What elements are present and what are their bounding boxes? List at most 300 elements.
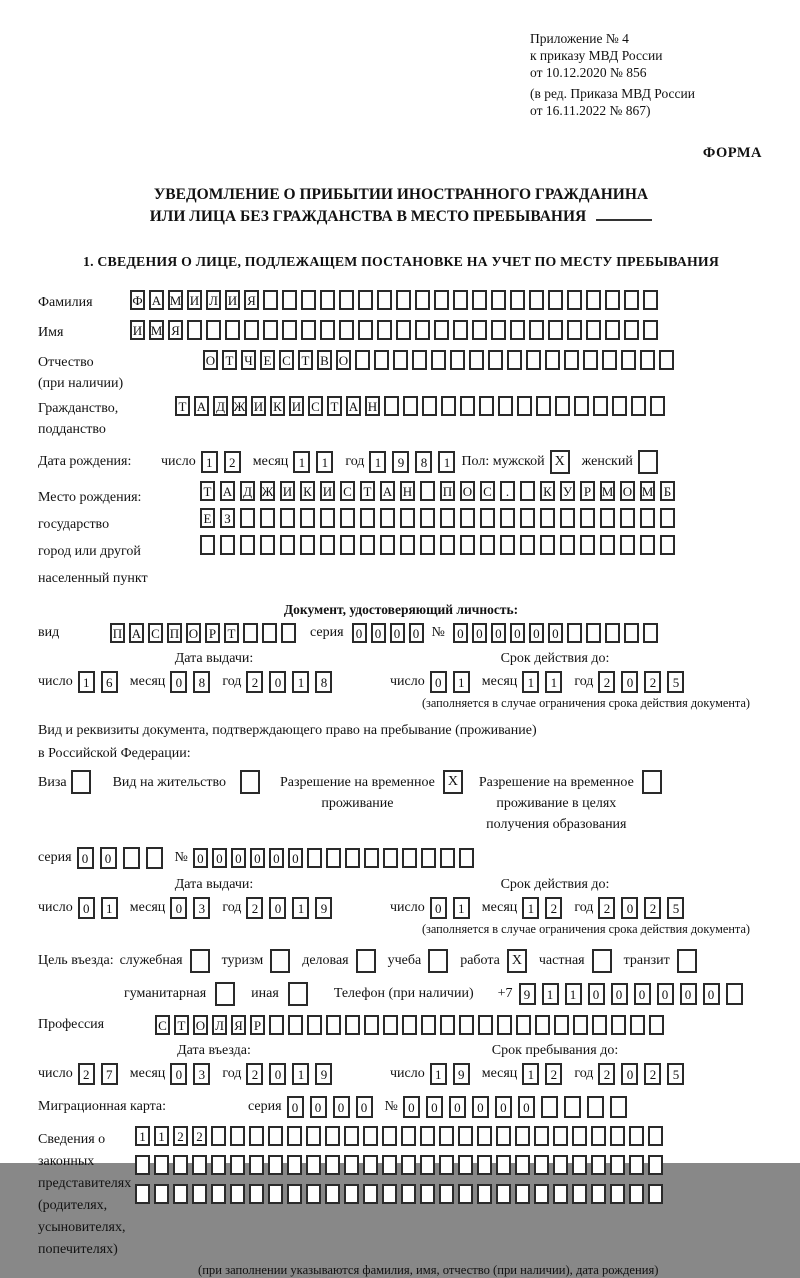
char-cell[interactable]: 1 bbox=[154, 1126, 169, 1146]
char-cell[interactable] bbox=[534, 1184, 549, 1204]
char-cell[interactable] bbox=[364, 1015, 379, 1035]
char-cell[interactable] bbox=[412, 350, 427, 370]
char-cell[interactable] bbox=[574, 396, 589, 416]
char-cell[interactable] bbox=[282, 320, 297, 340]
char-cell[interactable] bbox=[602, 350, 617, 370]
char-cell[interactable] bbox=[282, 290, 297, 310]
char-cell[interactable] bbox=[660, 535, 675, 555]
char-cell[interactable] bbox=[135, 1155, 150, 1175]
char-cell[interactable]: 2 bbox=[246, 897, 263, 919]
char-cell[interactable] bbox=[612, 396, 627, 416]
purpose-study-checkbox[interactable] bbox=[428, 949, 448, 973]
char-cell[interactable]: 0 bbox=[529, 623, 544, 643]
char-cell[interactable] bbox=[173, 1184, 188, 1204]
char-cell[interactable] bbox=[660, 508, 675, 528]
char-cell[interactable]: Р bbox=[250, 1015, 265, 1035]
char-cell[interactable]: Д bbox=[213, 396, 228, 416]
char-cell[interactable] bbox=[280, 535, 295, 555]
char-cell[interactable] bbox=[480, 508, 495, 528]
char-cell[interactable] bbox=[529, 320, 544, 340]
char-cell[interactable] bbox=[726, 983, 743, 1005]
char-cell[interactable]: Т bbox=[224, 623, 239, 643]
char-cell[interactable] bbox=[325, 1184, 340, 1204]
char-cell[interactable]: 1 bbox=[78, 671, 95, 693]
char-cell[interactable] bbox=[268, 1184, 283, 1204]
char-cell[interactable]: 0 bbox=[78, 897, 95, 919]
char-cell[interactable] bbox=[326, 848, 341, 868]
char-cell[interactable]: 0 bbox=[288, 848, 303, 868]
char-cell[interactable]: 1 bbox=[292, 897, 309, 919]
char-cell[interactable] bbox=[535, 1015, 550, 1035]
char-cell[interactable]: 0 bbox=[657, 983, 674, 1005]
char-cell[interactable] bbox=[344, 1184, 359, 1204]
char-cell[interactable] bbox=[567, 623, 582, 643]
char-cell[interactable]: 0 bbox=[352, 623, 367, 643]
char-cell[interactable]: 1 bbox=[292, 1063, 309, 1085]
purpose-business-checkbox[interactable] bbox=[356, 949, 376, 973]
char-cell[interactable]: 1 bbox=[522, 897, 539, 919]
char-cell[interactable] bbox=[263, 320, 278, 340]
char-cell[interactable]: 1 bbox=[101, 897, 118, 919]
char-cell[interactable] bbox=[553, 1126, 568, 1146]
char-cell[interactable] bbox=[340, 535, 355, 555]
char-cell[interactable] bbox=[344, 1126, 359, 1146]
sex-male-checkbox[interactable]: X bbox=[550, 450, 570, 474]
char-cell[interactable]: 0 bbox=[430, 897, 447, 919]
char-cell[interactable] bbox=[364, 848, 379, 868]
char-cell[interactable]: 2 bbox=[644, 671, 661, 693]
char-cell[interactable] bbox=[507, 350, 522, 370]
char-cell[interactable] bbox=[572, 1126, 587, 1146]
char-cell[interactable]: 9 bbox=[453, 1063, 470, 1085]
char-cell[interactable] bbox=[434, 290, 449, 310]
char-cell[interactable] bbox=[478, 1015, 493, 1035]
char-cell[interactable]: 0 bbox=[680, 983, 697, 1005]
char-cell[interactable] bbox=[345, 1015, 360, 1035]
char-cell[interactable] bbox=[631, 396, 646, 416]
char-cell[interactable]: Т bbox=[175, 396, 190, 416]
char-cell[interactable] bbox=[536, 396, 551, 416]
char-cell[interactable]: 0 bbox=[426, 1096, 443, 1118]
char-cell[interactable] bbox=[384, 396, 399, 416]
char-cell[interactable] bbox=[610, 1096, 627, 1118]
char-cell[interactable] bbox=[611, 1015, 626, 1035]
char-cell[interactable] bbox=[420, 1155, 435, 1175]
char-cell[interactable]: Ж bbox=[232, 396, 247, 416]
char-cell[interactable] bbox=[458, 1155, 473, 1175]
char-cell[interactable]: 3 bbox=[193, 897, 210, 919]
char-cell[interactable]: 9 bbox=[392, 451, 409, 473]
char-cell[interactable] bbox=[460, 508, 475, 528]
char-cell[interactable] bbox=[553, 1155, 568, 1175]
char-cell[interactable] bbox=[477, 1126, 492, 1146]
char-cell[interactable]: 2 bbox=[644, 897, 661, 919]
char-cell[interactable] bbox=[472, 320, 487, 340]
char-cell[interactable] bbox=[586, 320, 601, 340]
char-cell[interactable] bbox=[545, 350, 560, 370]
char-cell[interactable] bbox=[268, 1126, 283, 1146]
char-cell[interactable] bbox=[225, 320, 240, 340]
char-cell[interactable] bbox=[488, 350, 503, 370]
char-cell[interactable] bbox=[320, 290, 335, 310]
char-cell[interactable] bbox=[339, 290, 354, 310]
char-cell[interactable] bbox=[630, 1015, 645, 1035]
char-cell[interactable] bbox=[555, 396, 570, 416]
char-cell[interactable]: И bbox=[251, 396, 266, 416]
char-cell[interactable]: Т bbox=[222, 350, 237, 370]
char-cell[interactable] bbox=[355, 350, 370, 370]
char-cell[interactable] bbox=[301, 290, 316, 310]
char-cell[interactable] bbox=[580, 508, 595, 528]
char-cell[interactable] bbox=[441, 396, 456, 416]
char-cell[interactable]: 1 bbox=[135, 1126, 150, 1146]
char-cell[interactable] bbox=[540, 535, 555, 555]
char-cell[interactable] bbox=[383, 848, 398, 868]
char-cell[interactable]: Ф bbox=[130, 290, 145, 310]
char-cell[interactable] bbox=[605, 290, 620, 310]
char-cell[interactable]: 0 bbox=[100, 847, 117, 869]
char-cell[interactable] bbox=[192, 1184, 207, 1204]
char-cell[interactable] bbox=[605, 623, 620, 643]
purpose-private-checkbox[interactable] bbox=[592, 949, 612, 973]
char-cell[interactable] bbox=[420, 1184, 435, 1204]
char-cell[interactable] bbox=[498, 396, 513, 416]
char-cell[interactable] bbox=[287, 1155, 302, 1175]
char-cell[interactable]: Т bbox=[174, 1015, 189, 1035]
char-cell[interactable]: М bbox=[600, 481, 615, 501]
char-cell[interactable] bbox=[300, 508, 315, 528]
char-cell[interactable]: 1 bbox=[369, 451, 386, 473]
char-cell[interactable]: 9 bbox=[315, 897, 332, 919]
char-cell[interactable]: 1 bbox=[293, 451, 310, 473]
char-cell[interactable] bbox=[491, 290, 506, 310]
char-cell[interactable] bbox=[610, 1126, 625, 1146]
char-cell[interactable] bbox=[363, 1126, 378, 1146]
char-cell[interactable]: Я bbox=[168, 320, 183, 340]
char-cell[interactable] bbox=[263, 290, 278, 310]
char-cell[interactable] bbox=[541, 1096, 558, 1118]
char-cell[interactable] bbox=[439, 1184, 454, 1204]
char-cell[interactable] bbox=[500, 508, 515, 528]
char-cell[interactable] bbox=[287, 1126, 302, 1146]
char-cell[interactable] bbox=[380, 535, 395, 555]
char-cell[interactable] bbox=[402, 1015, 417, 1035]
char-cell[interactable]: 1 bbox=[316, 451, 333, 473]
char-cell[interactable] bbox=[244, 320, 259, 340]
char-cell[interactable] bbox=[249, 1126, 264, 1146]
char-cell[interactable] bbox=[440, 848, 455, 868]
char-cell[interactable] bbox=[383, 1015, 398, 1035]
char-cell[interactable]: 9 bbox=[315, 1063, 332, 1085]
char-cell[interactable] bbox=[401, 1155, 416, 1175]
char-cell[interactable]: З bbox=[220, 508, 235, 528]
char-cell[interactable]: Л bbox=[212, 1015, 227, 1035]
char-cell[interactable] bbox=[146, 847, 163, 869]
char-cell[interactable] bbox=[260, 508, 275, 528]
char-cell[interactable] bbox=[187, 320, 202, 340]
char-cell[interactable] bbox=[477, 1155, 492, 1175]
char-cell[interactable]: 0 bbox=[170, 671, 187, 693]
char-cell[interactable]: О bbox=[186, 623, 201, 643]
char-cell[interactable] bbox=[643, 320, 658, 340]
char-cell[interactable] bbox=[648, 1184, 663, 1204]
char-cell[interactable] bbox=[173, 1155, 188, 1175]
char-cell[interactable] bbox=[249, 1184, 264, 1204]
char-cell[interactable] bbox=[649, 1015, 664, 1035]
char-cell[interactable] bbox=[434, 320, 449, 340]
sex-female-checkbox[interactable] bbox=[638, 450, 658, 474]
char-cell[interactable]: 0 bbox=[77, 847, 94, 869]
char-cell[interactable] bbox=[629, 1184, 644, 1204]
char-cell[interactable] bbox=[593, 396, 608, 416]
char-cell[interactable]: А bbox=[129, 623, 144, 643]
char-cell[interactable]: 1 bbox=[292, 671, 309, 693]
char-cell[interactable] bbox=[377, 320, 392, 340]
char-cell[interactable]: 0 bbox=[269, 671, 286, 693]
char-cell[interactable] bbox=[281, 623, 296, 643]
char-cell[interactable] bbox=[529, 290, 544, 310]
char-cell[interactable]: 1 bbox=[430, 1063, 447, 1085]
char-cell[interactable]: 2 bbox=[192, 1126, 207, 1146]
char-cell[interactable] bbox=[306, 1126, 321, 1146]
char-cell[interactable] bbox=[206, 320, 221, 340]
char-cell[interactable] bbox=[340, 508, 355, 528]
char-cell[interactable]: Н bbox=[400, 481, 415, 501]
char-cell[interactable]: 2 bbox=[78, 1063, 95, 1085]
char-cell[interactable] bbox=[400, 508, 415, 528]
char-cell[interactable] bbox=[496, 1126, 511, 1146]
purpose-official-checkbox[interactable] bbox=[190, 949, 210, 973]
char-cell[interactable]: И bbox=[320, 481, 335, 501]
char-cell[interactable] bbox=[377, 290, 392, 310]
char-cell[interactable]: И bbox=[225, 290, 240, 310]
char-cell[interactable] bbox=[360, 508, 375, 528]
char-cell[interactable]: С bbox=[279, 350, 294, 370]
char-cell[interactable] bbox=[382, 1126, 397, 1146]
char-cell[interactable] bbox=[459, 848, 474, 868]
char-cell[interactable]: 2 bbox=[545, 1063, 562, 1085]
char-cell[interactable]: О bbox=[620, 481, 635, 501]
char-cell[interactable] bbox=[640, 508, 655, 528]
purpose-humanitarian-checkbox[interactable] bbox=[215, 982, 235, 1006]
char-cell[interactable] bbox=[526, 350, 541, 370]
char-cell[interactable]: А bbox=[380, 481, 395, 501]
char-cell[interactable] bbox=[591, 1126, 606, 1146]
char-cell[interactable] bbox=[624, 320, 639, 340]
char-cell[interactable] bbox=[440, 1015, 455, 1035]
char-cell[interactable]: 0 bbox=[518, 1096, 535, 1118]
char-cell[interactable]: 2 bbox=[598, 1063, 615, 1085]
char-cell[interactable] bbox=[420, 508, 435, 528]
char-cell[interactable]: 0 bbox=[231, 848, 246, 868]
char-cell[interactable]: А bbox=[346, 396, 361, 416]
char-cell[interactable] bbox=[629, 1126, 644, 1146]
char-cell[interactable]: М bbox=[149, 320, 164, 340]
char-cell[interactable] bbox=[515, 1184, 530, 1204]
char-cell[interactable] bbox=[453, 290, 468, 310]
char-cell[interactable]: Б bbox=[660, 481, 675, 501]
char-cell[interactable]: 2 bbox=[598, 897, 615, 919]
char-cell[interactable]: Я bbox=[231, 1015, 246, 1035]
char-cell[interactable]: 0 bbox=[170, 897, 187, 919]
char-cell[interactable]: Ч bbox=[241, 350, 256, 370]
temp-residence-education-checkbox[interactable] bbox=[642, 770, 662, 794]
char-cell[interactable] bbox=[460, 396, 475, 416]
char-cell[interactable] bbox=[572, 1155, 587, 1175]
char-cell[interactable] bbox=[620, 535, 635, 555]
char-cell[interactable] bbox=[135, 1184, 150, 1204]
char-cell[interactable] bbox=[610, 1155, 625, 1175]
char-cell[interactable] bbox=[583, 350, 598, 370]
char-cell[interactable]: 0 bbox=[621, 1063, 638, 1085]
char-cell[interactable]: 8 bbox=[315, 671, 332, 693]
char-cell[interactable] bbox=[200, 535, 215, 555]
char-cell[interactable] bbox=[440, 535, 455, 555]
char-cell[interactable]: 0 bbox=[269, 897, 286, 919]
residence-permit-checkbox[interactable] bbox=[240, 770, 260, 794]
char-cell[interactable]: 0 bbox=[472, 623, 487, 643]
char-cell[interactable] bbox=[280, 508, 295, 528]
char-cell[interactable] bbox=[344, 1155, 359, 1175]
char-cell[interactable]: П bbox=[167, 623, 182, 643]
char-cell[interactable] bbox=[580, 535, 595, 555]
char-cell[interactable]: С bbox=[155, 1015, 170, 1035]
char-cell[interactable]: М bbox=[168, 290, 183, 310]
char-cell[interactable] bbox=[211, 1155, 226, 1175]
char-cell[interactable] bbox=[572, 1184, 587, 1204]
char-cell[interactable]: В bbox=[317, 350, 332, 370]
char-cell[interactable] bbox=[600, 535, 615, 555]
char-cell[interactable]: 1 bbox=[438, 451, 455, 473]
char-cell[interactable] bbox=[374, 350, 389, 370]
char-cell[interactable] bbox=[624, 290, 639, 310]
char-cell[interactable] bbox=[192, 1155, 207, 1175]
char-cell[interactable]: 0 bbox=[390, 623, 405, 643]
char-cell[interactable]: О bbox=[193, 1015, 208, 1035]
char-cell[interactable] bbox=[306, 1155, 321, 1175]
char-cell[interactable] bbox=[420, 481, 435, 501]
char-cell[interactable]: 0 bbox=[621, 897, 638, 919]
char-cell[interactable] bbox=[643, 290, 658, 310]
char-cell[interactable] bbox=[422, 396, 437, 416]
char-cell[interactable]: А bbox=[220, 481, 235, 501]
char-cell[interactable] bbox=[648, 1155, 663, 1175]
char-cell[interactable] bbox=[400, 535, 415, 555]
char-cell[interactable]: И bbox=[130, 320, 145, 340]
char-cell[interactable]: 2 bbox=[246, 1063, 263, 1085]
char-cell[interactable] bbox=[415, 290, 430, 310]
char-cell[interactable]: 0 bbox=[356, 1096, 373, 1118]
char-cell[interactable]: 0 bbox=[634, 983, 651, 1005]
char-cell[interactable]: 3 bbox=[193, 1063, 210, 1085]
char-cell[interactable]: 0 bbox=[472, 1096, 489, 1118]
char-cell[interactable] bbox=[453, 320, 468, 340]
char-cell[interactable]: С bbox=[340, 481, 355, 501]
char-cell[interactable] bbox=[230, 1126, 245, 1146]
char-cell[interactable] bbox=[220, 535, 235, 555]
char-cell[interactable]: И bbox=[187, 290, 202, 310]
visa-checkbox[interactable] bbox=[71, 770, 91, 794]
char-cell[interactable]: Н bbox=[365, 396, 380, 416]
char-cell[interactable] bbox=[262, 623, 277, 643]
char-cell[interactable] bbox=[591, 1155, 606, 1175]
char-cell[interactable] bbox=[320, 508, 335, 528]
char-cell[interactable]: П bbox=[110, 623, 125, 643]
char-cell[interactable]: 2 bbox=[598, 671, 615, 693]
char-cell[interactable]: К bbox=[270, 396, 285, 416]
char-cell[interactable]: Л bbox=[206, 290, 221, 310]
char-cell[interactable] bbox=[307, 1015, 322, 1035]
char-cell[interactable] bbox=[515, 1126, 530, 1146]
char-cell[interactable] bbox=[620, 508, 635, 528]
char-cell[interactable]: К bbox=[300, 481, 315, 501]
char-cell[interactable] bbox=[339, 320, 354, 340]
char-cell[interactable]: 8 bbox=[193, 671, 210, 693]
char-cell[interactable] bbox=[287, 1184, 302, 1204]
char-cell[interactable]: 0 bbox=[611, 983, 628, 1005]
char-cell[interactable]: 0 bbox=[453, 623, 468, 643]
char-cell[interactable]: 1 bbox=[201, 451, 218, 473]
char-cell[interactable]: О bbox=[203, 350, 218, 370]
char-cell[interactable] bbox=[382, 1184, 397, 1204]
char-cell[interactable] bbox=[510, 320, 525, 340]
char-cell[interactable] bbox=[401, 1184, 416, 1204]
char-cell[interactable]: 0 bbox=[449, 1096, 466, 1118]
char-cell[interactable] bbox=[325, 1155, 340, 1175]
char-cell[interactable] bbox=[230, 1155, 245, 1175]
char-cell[interactable] bbox=[540, 508, 555, 528]
char-cell[interactable]: 0 bbox=[333, 1096, 350, 1118]
char-cell[interactable] bbox=[306, 1184, 321, 1204]
char-cell[interactable] bbox=[534, 1155, 549, 1175]
char-cell[interactable]: 9 bbox=[519, 983, 536, 1005]
char-cell[interactable]: 0 bbox=[621, 671, 638, 693]
char-cell[interactable]: 2 bbox=[644, 1063, 661, 1085]
char-cell[interactable]: Д bbox=[240, 481, 255, 501]
char-cell[interactable] bbox=[123, 847, 140, 869]
char-cell[interactable]: 1 bbox=[522, 671, 539, 693]
char-cell[interactable]: Т bbox=[200, 481, 215, 501]
char-cell[interactable] bbox=[326, 1015, 341, 1035]
char-cell[interactable] bbox=[520, 481, 535, 501]
char-cell[interactable] bbox=[360, 535, 375, 555]
char-cell[interactable] bbox=[567, 320, 582, 340]
char-cell[interactable] bbox=[560, 508, 575, 528]
char-cell[interactable]: 0 bbox=[430, 671, 447, 693]
char-cell[interactable] bbox=[301, 320, 316, 340]
purpose-transit-checkbox[interactable] bbox=[677, 949, 697, 973]
char-cell[interactable]: 0 bbox=[588, 983, 605, 1005]
char-cell[interactable]: 0 bbox=[310, 1096, 327, 1118]
char-cell[interactable]: 0 bbox=[269, 1063, 286, 1085]
char-cell[interactable] bbox=[600, 508, 615, 528]
char-cell[interactable] bbox=[564, 1096, 581, 1118]
char-cell[interactable] bbox=[640, 535, 655, 555]
char-cell[interactable]: 0 bbox=[371, 623, 386, 643]
char-cell[interactable]: М bbox=[640, 481, 655, 501]
char-cell[interactable]: 5 bbox=[667, 1063, 684, 1085]
char-cell[interactable]: Ж bbox=[260, 481, 275, 501]
char-cell[interactable] bbox=[567, 290, 582, 310]
char-cell[interactable]: 5 bbox=[667, 671, 684, 693]
char-cell[interactable] bbox=[154, 1184, 169, 1204]
char-cell[interactable] bbox=[586, 290, 601, 310]
char-cell[interactable]: С bbox=[148, 623, 163, 643]
char-cell[interactable] bbox=[211, 1126, 226, 1146]
char-cell[interactable] bbox=[345, 848, 360, 868]
purpose-tourism-checkbox[interactable] bbox=[270, 949, 290, 973]
char-cell[interactable]: 2 bbox=[246, 671, 263, 693]
